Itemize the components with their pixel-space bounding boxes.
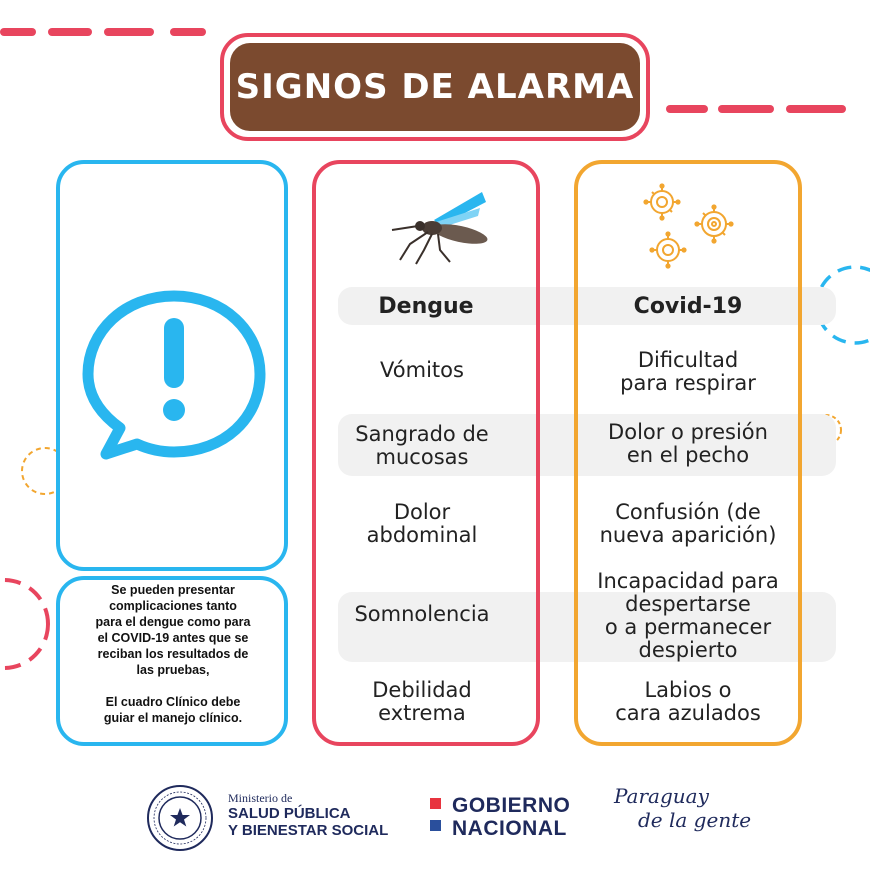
gov-logo-text <box>452 794 570 840</box>
note-line: complicaciones tanto <box>109 599 237 613</box>
sign-text: despertarse <box>625 592 751 616</box>
slogan-logo-text <box>614 784 751 832</box>
dengue-sign <box>316 592 528 636</box>
sign-text: extrema <box>378 701 466 725</box>
exclamation-bubble-icon <box>74 282 274 462</box>
ministry-line: Y BIENESTAR SOCIAL <box>228 822 389 839</box>
covid-sign <box>578 416 798 472</box>
sign-text: Dolor o presión <box>608 420 768 444</box>
covid-sign <box>578 496 798 552</box>
dengue-sign <box>316 418 528 474</box>
decor-dash <box>666 105 708 113</box>
sign-text: o a permanecer <box>604 615 772 639</box>
sign-text: Somnolencia <box>354 601 490 626</box>
column-header-covid: Covid-19 <box>633 293 743 319</box>
column-header-dengue: Dengue <box>378 293 474 319</box>
note-line: las pruebas, <box>136 663 210 677</box>
decor-dash <box>104 28 154 36</box>
decor-dash <box>170 28 206 36</box>
ministry-small: Ministerio de <box>228 791 293 805</box>
covid-sign <box>578 344 798 400</box>
sign-text: mucosas <box>375 445 469 469</box>
sign-text: Labios o <box>644 678 732 702</box>
ministry-logo-text <box>228 791 428 839</box>
covid-sign <box>578 674 798 730</box>
decor-dash <box>48 28 92 36</box>
gov-line: NACIONAL <box>452 817 567 840</box>
decor-circle-red <box>0 572 60 676</box>
sign-text: Dificultad <box>637 348 739 372</box>
decor-dash <box>718 105 774 113</box>
title-banner <box>220 33 650 141</box>
note-line: guiar el manejo clínico. <box>103 711 243 725</box>
mosquito-icon <box>388 188 492 266</box>
sign-text: en el pecho <box>626 443 750 467</box>
note-text <box>60 582 286 726</box>
sign-text: Vómitos <box>380 357 464 382</box>
alert-panel <box>56 160 288 571</box>
sign-text: Debilidad <box>372 678 472 702</box>
decor-dash <box>0 28 36 36</box>
gov-line: GOBIERNO <box>452 794 571 817</box>
flag-blue-square <box>430 820 441 831</box>
slogan-line: Paraguay <box>614 784 709 808</box>
sign-text: cara azulados <box>615 701 761 725</box>
sign-text: Incapacidad para <box>597 569 779 593</box>
sign-text: para respirar <box>620 371 756 395</box>
sign-text: abdominal <box>366 523 478 547</box>
flag-red-square <box>430 798 441 809</box>
paraguay-seal-logo <box>146 784 214 852</box>
note-line: el COVID-19 antes que se <box>97 631 249 645</box>
note-line: El cuadro Clínico debe <box>105 695 241 709</box>
virus-icon <box>636 180 740 272</box>
note-line: para el dengue como para <box>95 615 251 629</box>
note-line: Se pueden presentar <box>111 583 235 597</box>
decor-dash <box>786 105 846 113</box>
dengue-sign <box>316 342 528 398</box>
sign-text: Sangrado de <box>355 422 489 446</box>
ministry-line: SALUD PÚBLICA <box>228 805 351 822</box>
sign-text: Dolor <box>393 500 451 524</box>
slogan-line: de la gente <box>638 808 752 832</box>
sign-text: Confusión (de <box>615 500 761 524</box>
dengue-sign <box>316 496 528 552</box>
sign-text: despierto <box>638 638 738 662</box>
dengue-sign <box>316 674 528 730</box>
page-title: SIGNOS DE ALARMA <box>235 67 635 107</box>
sign-text: nueva aparición) <box>599 523 777 547</box>
note-line: reciban los resultados de <box>97 647 249 661</box>
covid-sign <box>578 568 798 664</box>
